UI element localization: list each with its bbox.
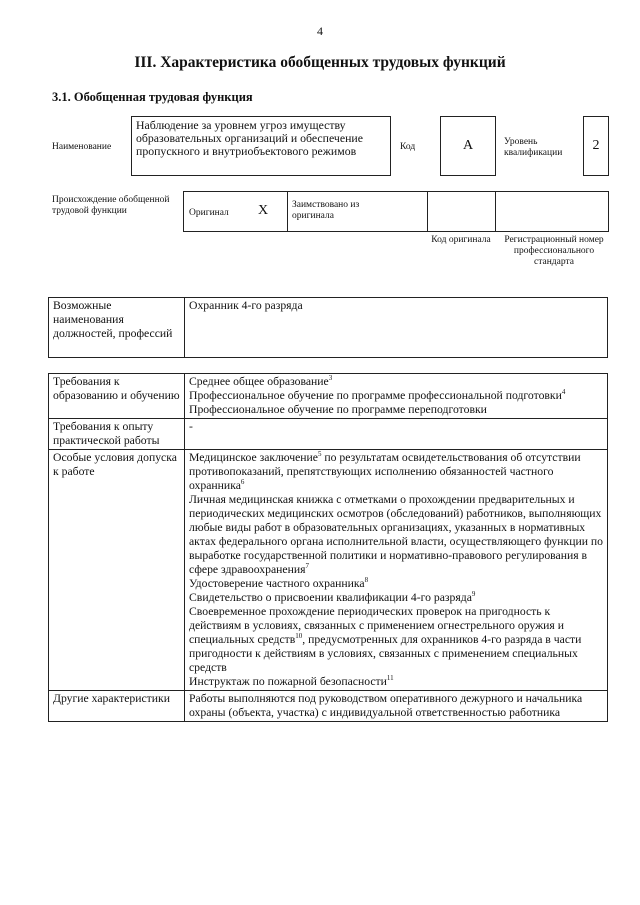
experience-label: Требования к опыту практической работы xyxy=(49,419,185,450)
function-name-box: Наблюдение за уровнем угроз имуществу образовательных организаций и обеспечение пропускного и внутриобъектового режимов xyxy=(131,116,391,176)
requirements-table xyxy=(48,373,608,722)
admission-item: Личная медицинская книжка с отметками о прохождении предварительных и периодических медицинских осмотров (обследований) работников, выполняющих любые виды работ в образовательных организациях, указанных в нормативных актах федерального органа исполнительной власти, осуществляющего функции по выработке государственной политики и нормативно-правового регулирования в сфере здравоохранения$^7$ xyxy=(189,493,603,576)
admission-value xyxy=(185,450,608,691)
education-line: Профессиональное обучение по программе переподготовки xyxy=(189,403,487,416)
education-line: Среднее общее образование$^3$ xyxy=(189,374,333,388)
level-value-box: 2 xyxy=(583,116,609,176)
origin-divider-3 xyxy=(495,191,496,232)
other-row xyxy=(49,691,608,722)
origin-divider-2 xyxy=(427,191,428,232)
code-original-caption: Код оригинала xyxy=(431,235,491,245)
admission-item: Своевременное прохождение периодических проверок на пригодность к действиям в условиях, связанных с применением огнестрельного оружия и специальных средств$^{10}$, предусмотренных для охранников 4-го разряда в части пригодности к действиям в условиях, связанных с применением специальных средств xyxy=(189,605,582,674)
subsection-title: 3.1. Обобщенная трудовая функция xyxy=(52,90,253,104)
education-value xyxy=(185,374,608,419)
positions-label: Возможные наименования должностей, профессий xyxy=(49,298,185,358)
admission-label: Особые условия допуска к работе xyxy=(49,450,185,691)
code-label: Код xyxy=(400,142,416,152)
experience-value: - xyxy=(185,419,608,450)
section-title: III. Характеристика обобщенных трудовых функций xyxy=(134,54,506,71)
origin-divider-1 xyxy=(287,191,288,232)
admission-row xyxy=(49,450,608,691)
admission-item: Свидетельство о присвоении квалификации 4-го разряда$^9$ xyxy=(189,590,476,604)
education-line: Профессиональное обучение по программе профессиональной подготовки$^4$ xyxy=(189,388,566,402)
experience-row xyxy=(49,419,608,450)
page-number: 4 xyxy=(317,24,323,38)
level-label: Уровень квалификации xyxy=(504,137,563,158)
other-value: Работы выполняются под руководством оперативного дежурного и начальника охраны (объекта, участка) с индивидуальной ответственностью работника xyxy=(185,691,608,722)
code-value-box: А xyxy=(440,116,496,176)
education-row xyxy=(49,374,608,419)
other-label: Другие характеристики xyxy=(49,691,185,722)
admission-item: Инструктаж по пожарной безопасности$^{11}$ xyxy=(189,674,394,688)
original-mark: Х xyxy=(258,203,269,218)
original-label: Оригинал xyxy=(189,208,229,218)
origin-label: Происхождение обобщенной трудовой функции xyxy=(52,195,170,216)
positions-table xyxy=(48,297,608,358)
reg-number-caption: Регистрационный номер профессионального стандарта xyxy=(504,235,604,267)
education-label: Требования к образованию и обучению xyxy=(49,374,185,419)
name-label: Наименование xyxy=(52,142,112,152)
origin-box xyxy=(183,191,609,232)
admission-item: Медицинское заключение$^5$ по результатам освидетельствования об отсутствии противопоказаний, препятствующих исполнению обязанностей частного охранника$^6$ xyxy=(189,450,581,492)
borrowed-label: Заимствовано из оригинала xyxy=(292,200,360,221)
admission-item: Удостоверение частного охранника$^8$ xyxy=(189,576,369,590)
positions-value: Охранник 4-го разряда xyxy=(185,298,608,358)
